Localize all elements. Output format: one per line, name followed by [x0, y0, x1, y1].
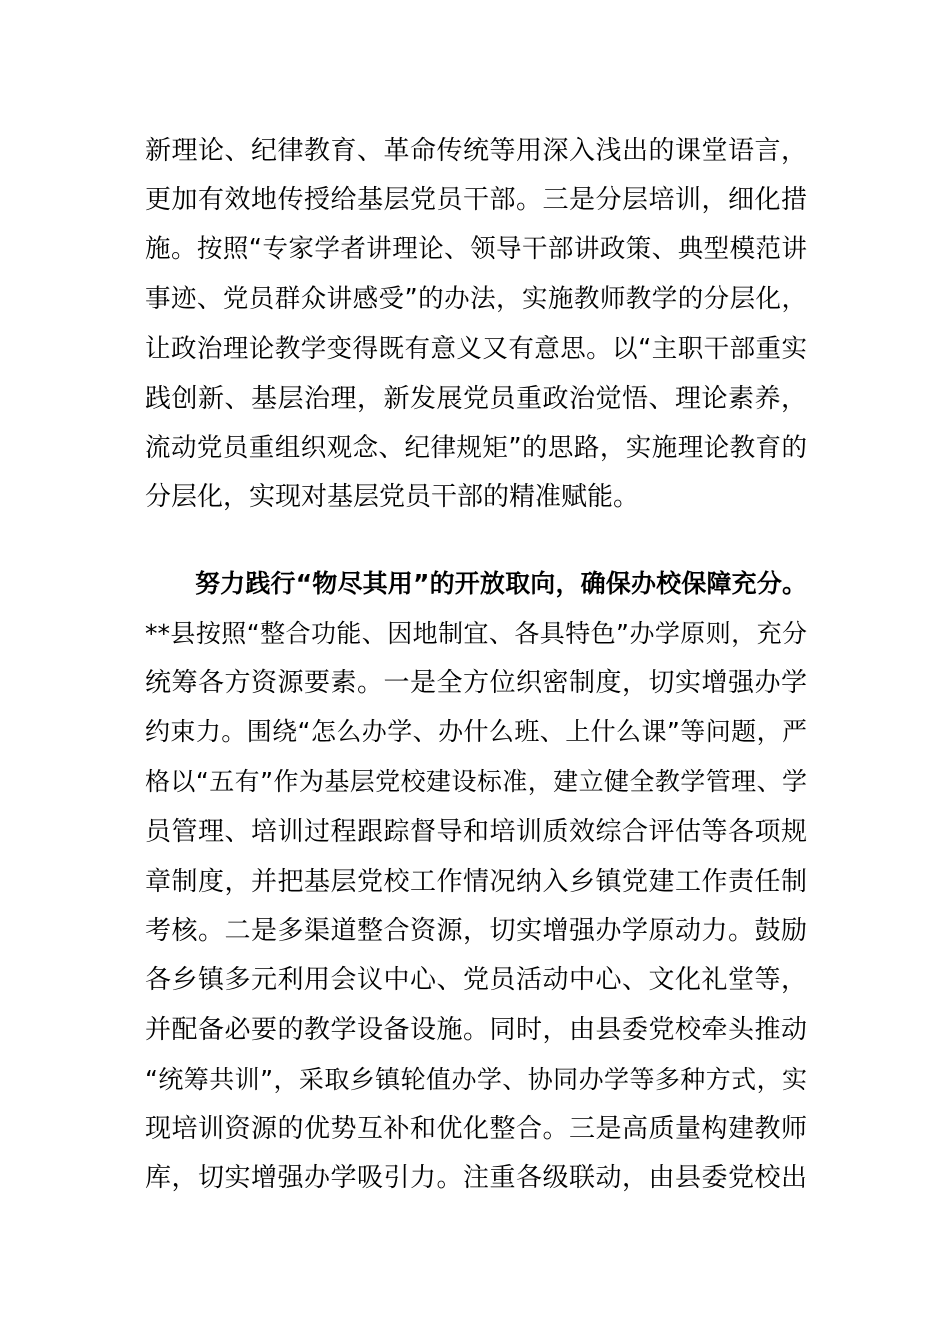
paragraph-2-line-9: 并配备必要的教学设备设施。同时，由县委党校牵头推动	[145, 1015, 807, 1045]
paragraph-1-line-8: 分层化，实现对基层党员干部的精准赋能。	[145, 482, 640, 512]
paragraph-2-line-7: 考核。二是多渠道整合资源，切实增强办学原动力。鼓励	[145, 916, 807, 946]
paragraph-1-line-6: 践创新、基层治理，新发展党员重政治觉悟、理论素养，	[145, 384, 807, 414]
paragraph-2-line-12: 库，切实增强办学吸引力。注重各级联动，由县委党校出	[145, 1163, 807, 1193]
paragraph-2-line-4: 格以“五有”作为基层党校建设标准，建立健全教学管理、学	[145, 767, 807, 796]
paragraph-2-line-5: 员管理、培训过程跟踪督导和培训质效综合评估等各项规	[145, 817, 807, 847]
paragraph-1-line-5: 让政治理论教学变得既有意义又有意思。以“主职干部重实	[145, 334, 807, 364]
paragraph-2-line-2: 统筹各方资源要素。一是全方位织密制度，切实增强办学	[145, 668, 807, 698]
paragraph-1-line-2: 更加有效地传授给基层党员干部。三是分层培训，细化措	[145, 185, 807, 215]
paragraph-1-line-3: 施。按照“专家学者讲理论、领导干部讲政策、典型模范讲	[145, 234, 807, 264]
paragraph-2-heading: 努力践行“物尽其用”的开放取向，确保办校保障充分。	[195, 569, 807, 598]
paragraph-2-line-10: “统筹共训”，采取乡镇轮值办学、协同办学等多种方式，实	[145, 1065, 807, 1094]
paragraph-2-line-1: **县按照“整合功能、因地制宜、各具特色”办学原则，充分	[145, 619, 807, 648]
paragraph-2-line-6: 章制度，并把基层党校工作情况纳入乡镇党建工作责任制	[145, 867, 807, 897]
paragraph-1-line-4: 事迹、党员群众讲感受”的办法，实施教师教学的分层化，	[145, 284, 807, 314]
paragraph-1-line-1: 新理论、纪律教育、革命传统等用深入浅出的课堂语言，	[145, 136, 807, 166]
paragraph-2-line-11: 现培训资源的优势互补和优化整合。三是高质量构建教师	[145, 1114, 807, 1144]
paragraph-2-line-8: 各乡镇多元利用会议中心、党员活动中心、文化礼堂等，	[145, 965, 807, 995]
paragraph-1-line-7: 流动党员重组织观念、纪律规矩”的思路，实施理论教育的	[145, 433, 807, 463]
paragraph-2-line-3: 约束力。围绕“怎么办学、办什么班、上什么课”等问题，严	[145, 717, 807, 746]
